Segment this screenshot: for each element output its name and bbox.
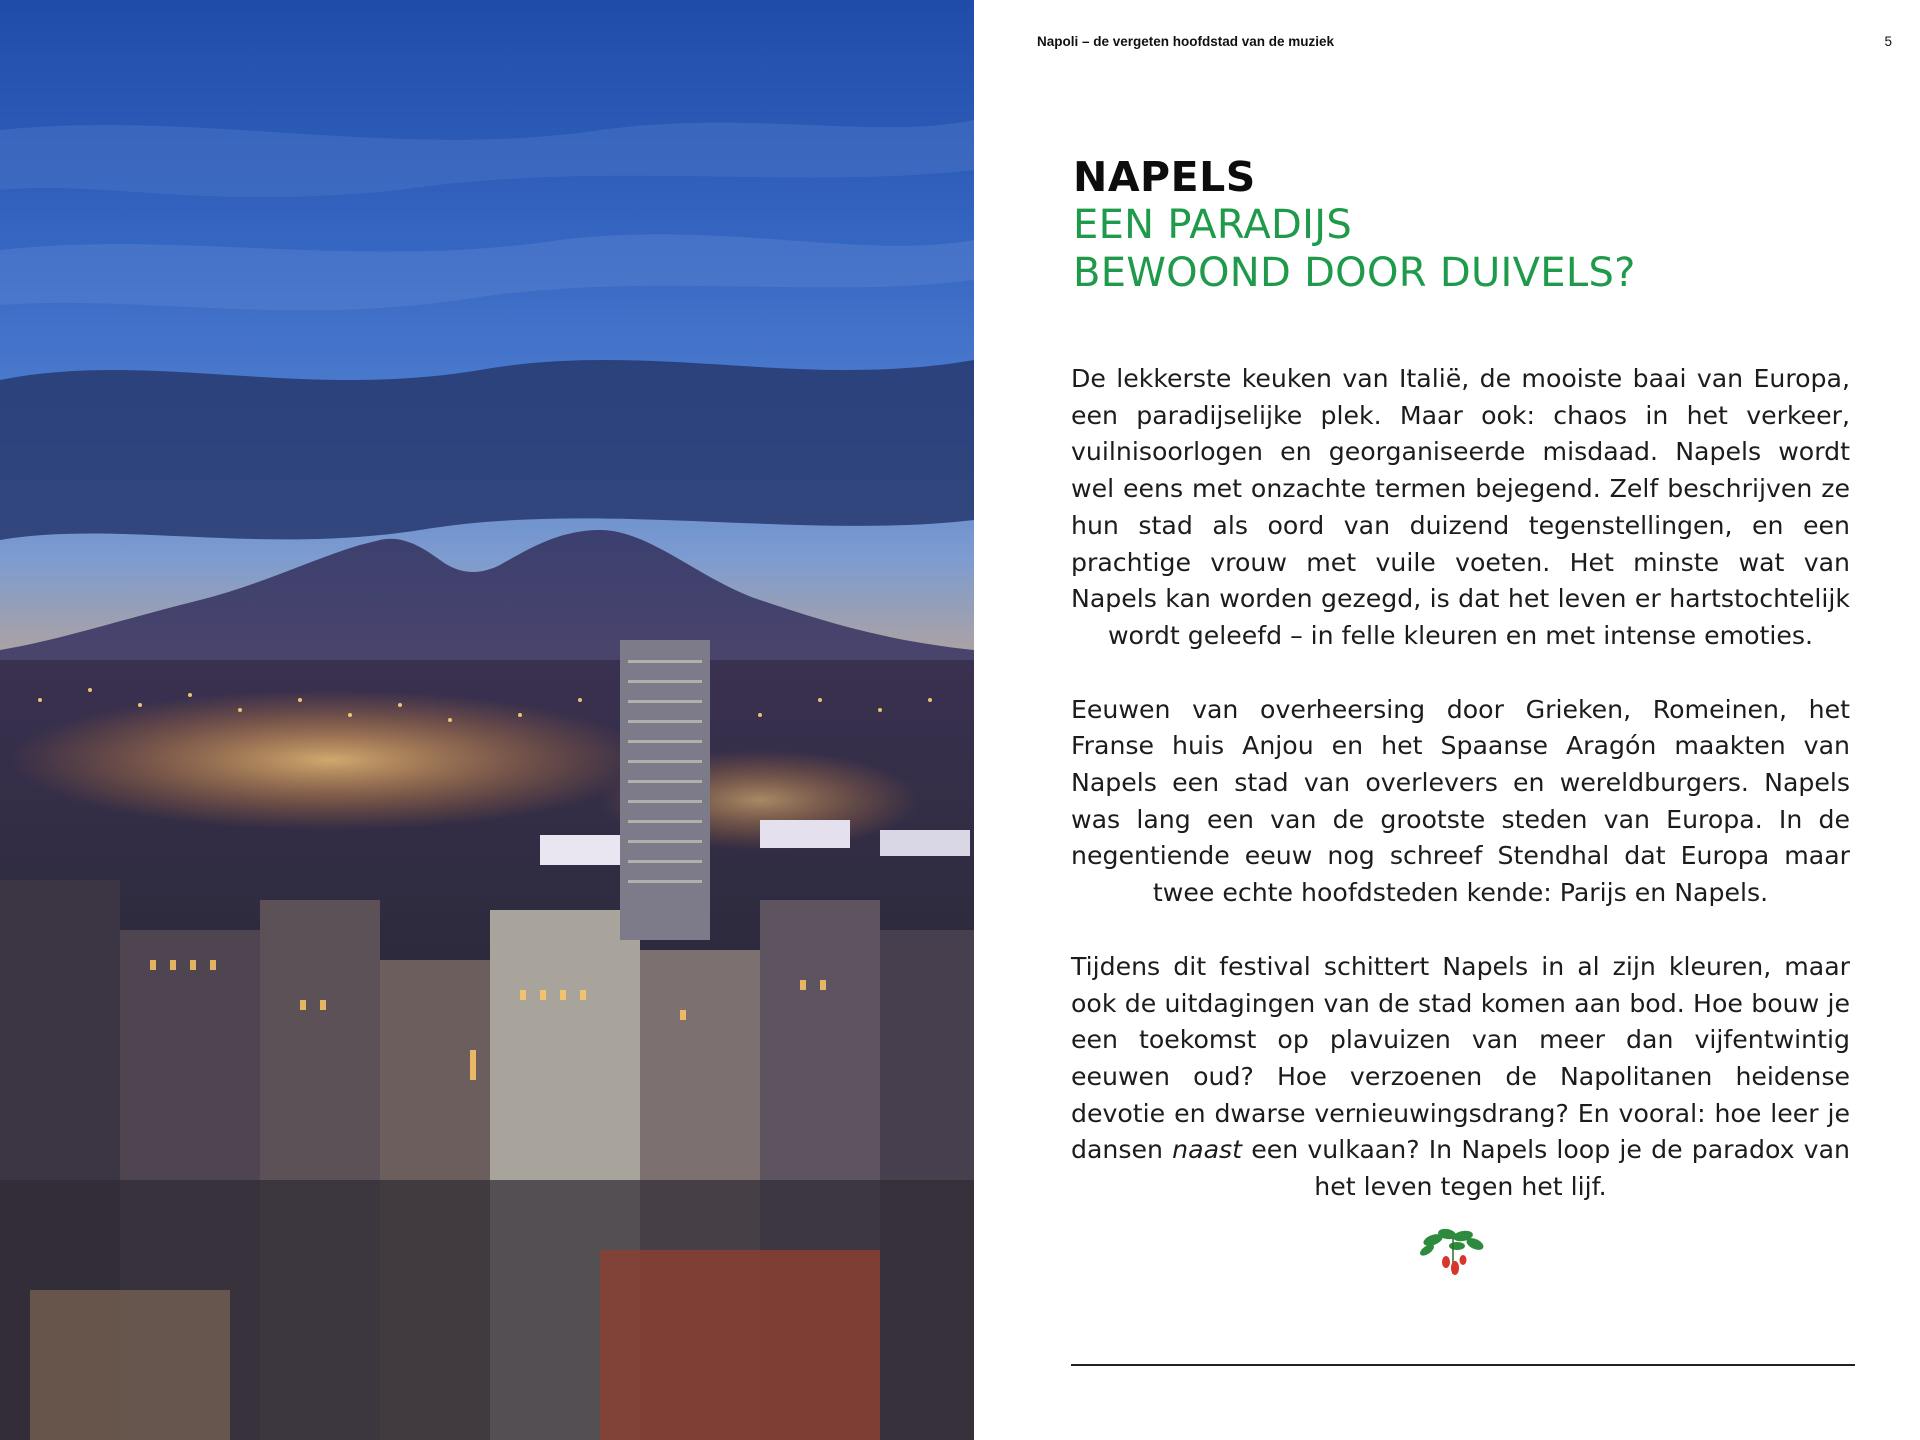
running-header: Napoli – de vergeten hoofdstad van de muziek (1037, 34, 1335, 49)
subtitle-line-2: BEWOOND DOOR DUIVELS? (1073, 250, 1636, 296)
bottom-rule (1071, 1364, 1855, 1366)
article-heading (1073, 153, 1873, 297)
paragraph-3-text-a: Tijdens dit festival schittert Napels in al zijn kleuren, maar ook de uitdagingen van de stad komen aan bod. Hoe bouw je een toekomst op plavuizen van meer dan vijfentwintig eeuwen oud? Hoe verzoenen de Napolitanen heidense devotie en dwarse vernieuwingsdrang? En vooral: hoe leer je dansen (1071, 951, 1850, 1165)
paragraph-3-text-b: een vulkaan? In Napels loop je de paradox van het leven tegen het lijf. (1242, 1135, 1850, 1202)
page-title: NAPELS (1073, 153, 1256, 201)
article-body (1071, 361, 1850, 1243)
paragraph-1: De lekkerste keuken van Italië, de mooiste baai van Europa, een paradijselijke plek. Maar ook: chaos in het verkeer, vuilnisoorlogen en georganiseerde misdaad. Napels wordt wel eens met onzachte termen bejegend. Zelf beschrijven ze hun stad als oord van duizend tegenstellingen, en een prachtige vrouw met vuile voeten. Het minste wat van Napels kan worden gezegd, is dat het leven er hartstochtelijk wordt geleefd – in felle kleuren en met intense emoties. (1071, 364, 1850, 650)
tomato-plant-icon (1413, 1224, 1493, 1284)
page-number: 5 (1884, 34, 1892, 49)
paragraph-2: Eeuwen van overheersing door Grieken, Romeinen, het Franse huis Anjou en het Spaanse Aragón maakten van Napels een stad van overlevers en wereldburgers. Napels was lang een van de grootste steden van Europa. In de negentiende eeuw nog schreef Stendhal dat Europa maar twee echte hoofdsteden kende: Parijs en Napels. (1071, 694, 1850, 908)
paragraph-3-emphasis: naast (1172, 1135, 1243, 1165)
subtitle-line-1: EEN PARADIJS (1073, 202, 1353, 248)
paragraph-3 (1071, 949, 1850, 1206)
